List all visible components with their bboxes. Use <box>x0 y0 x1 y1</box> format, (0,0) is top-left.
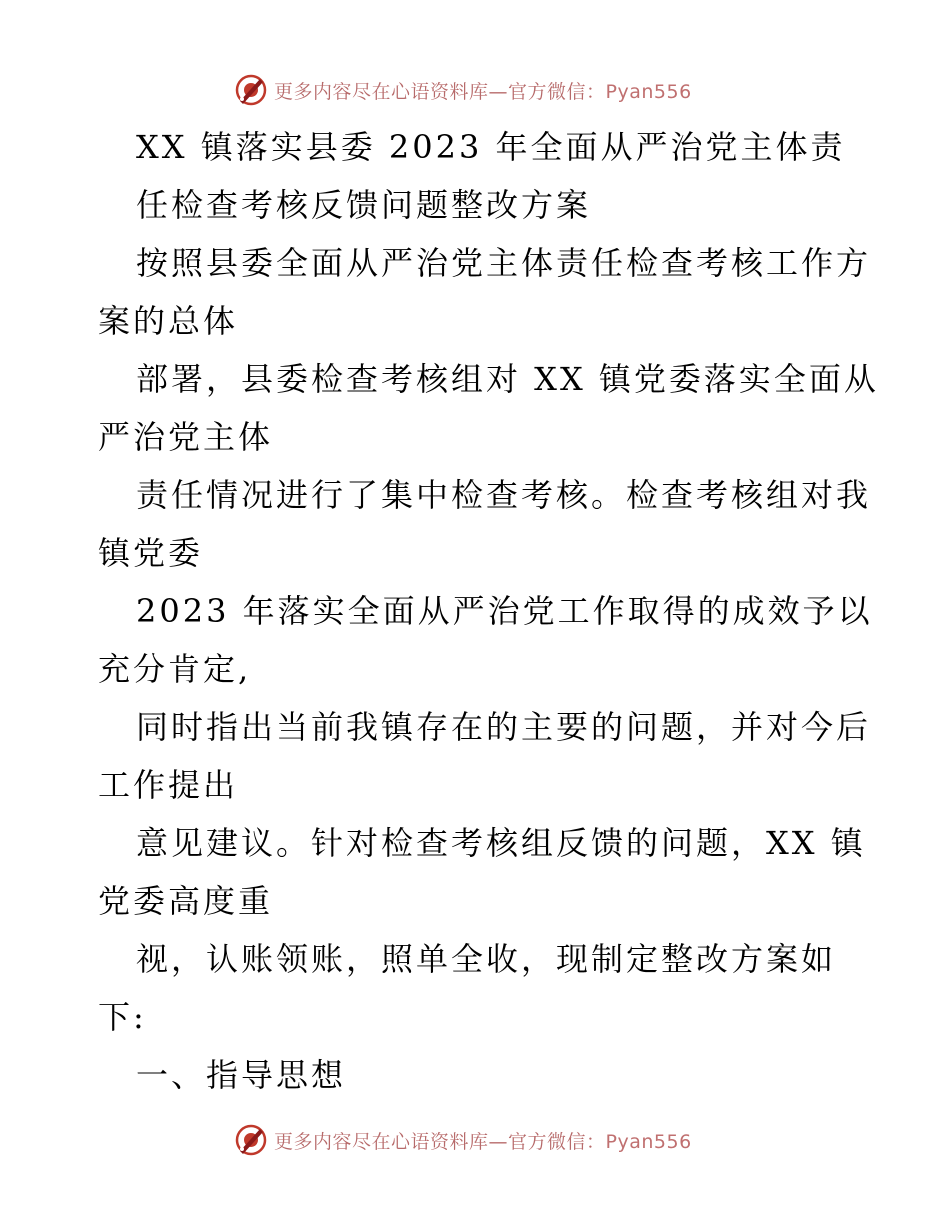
paragraph-line: 视，认账领账，照单全收，现制定整改方案如 <box>136 940 837 978</box>
document-title-line-1: XX 镇落实县委 2023 年全面从严治党主体责 <box>136 128 846 166</box>
seal-pen-logo-icon <box>234 1123 268 1157</box>
paragraph-line: 下: <box>98 998 147 1036</box>
document-title-line-2: 任检查考核反馈问题整改方案 <box>136 186 592 224</box>
paragraph-line: 工作提出 <box>98 766 239 804</box>
paragraph-line: 镇党委 <box>98 534 204 572</box>
seal-pen-logo-icon <box>234 73 268 107</box>
paragraph-line: 2023 年落实全面从严治党工作取得的成效予以 <box>136 592 873 630</box>
paragraph-line: 按照县委全面从严治党主体责任检查考核工作方 <box>136 244 872 282</box>
watermark-text: 更多内容尽在心语资料库—官方微信： <box>274 80 606 103</box>
paragraph-line: 部署，县委检查考核组对 XX 镇党委落实全面从 <box>136 360 879 398</box>
watermark-wechat-id: Pyan556 <box>605 1130 692 1153</box>
paragraph-line: 意见建议。针对检查考核组反馈的问题，XX 镇 <box>136 824 866 862</box>
paragraph-line: 案的总体 <box>98 302 239 340</box>
paragraph-line: 责任情况进行了集中检查考核。检查考核组对我 <box>136 476 872 514</box>
watermark-text: 更多内容尽在心语资料库—官方微信： <box>274 1130 606 1153</box>
paragraph-line: 党委高度重 <box>98 882 274 920</box>
section-heading: 一、指导思想 <box>136 1056 347 1094</box>
watermark-wechat-id: Pyan556 <box>605 80 692 103</box>
watermark-footer <box>234 1123 692 1157</box>
paragraph-line: 严治党主体 <box>98 418 274 456</box>
paragraph-line: 充分肯定, <box>98 650 252 688</box>
paragraph-line: 同时指出当前我镇存在的主要的问题，并对今后 <box>136 708 872 746</box>
watermark-header <box>234 73 692 107</box>
